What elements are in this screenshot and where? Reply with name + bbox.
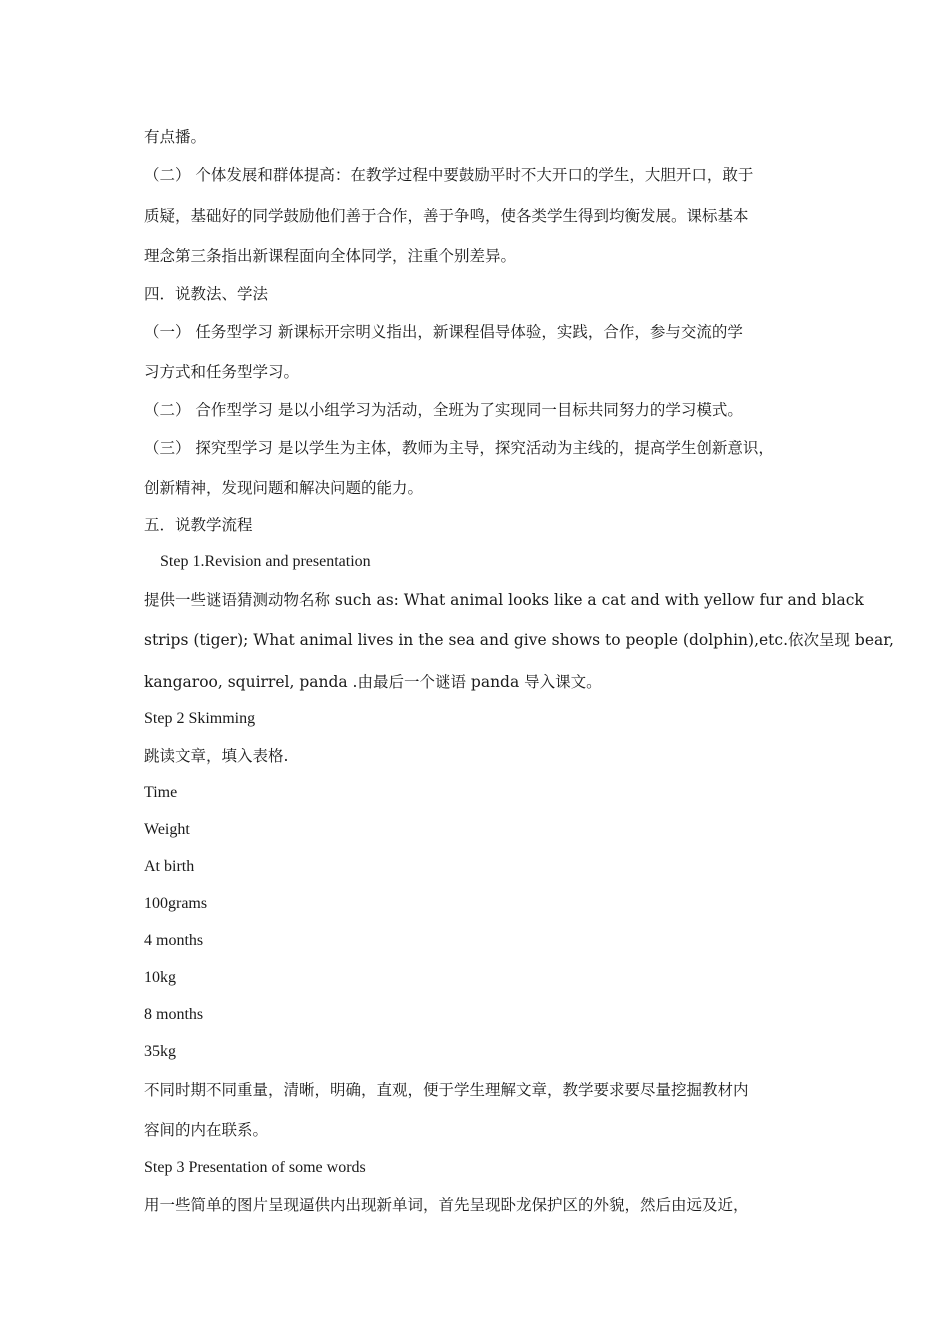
paragraph-line: （二） 合作型学习 是以小组学习为活动，全班为了实现同一目标共同努力的学习模式。 xyxy=(144,401,743,419)
step-heading: Step 2 Skimming xyxy=(144,710,256,727)
table-cell: Weight xyxy=(144,821,190,838)
section-heading: 五．说教学流程 xyxy=(144,516,253,534)
table-cell: 10kg xyxy=(144,969,176,986)
table-cell: 4 months xyxy=(144,932,204,949)
paragraph-line: 用一些简单的图片呈现逼供内出现新单词，首先呈现卧龙保护区的外貌，然后由远及近， xyxy=(144,1196,749,1214)
paragraph-line: 习方式和任务型学习。 xyxy=(144,363,300,381)
paragraph-line: 有点播。 xyxy=(144,128,207,146)
table-cell: Time xyxy=(144,784,178,801)
table-cell: 100grams xyxy=(144,895,208,912)
paragraph-line: 创新精神，发现问题和解决问题的能力。 xyxy=(144,479,424,497)
paragraph-line: 跳读文章，填入表格. xyxy=(144,747,289,765)
table-cell: 8 months xyxy=(144,1006,204,1023)
paragraph-line: 提供一些谜语猜测动物名称 such as: What animal looks like a cat and with yellow fur and black xyxy=(144,591,864,609)
paragraph-line: （二） 个体发展和群体提高：在教学过程中要鼓励平时不大开口的学生，大胆开口，敢于 xyxy=(144,166,754,184)
table-cell: 35kg xyxy=(144,1043,176,1060)
section-heading: 四．说教法、学法 xyxy=(144,285,269,303)
paragraph-line: 质疑，基础好的同学鼓励他们善于合作，善于争鸣，使各类学生得到均衡发展。课标基本 xyxy=(144,207,749,225)
paragraph-line: 理念第三条指出新课程面向全体同学，注重个别差异。 xyxy=(144,247,517,265)
step-heading: Step 3 Presentation of some words xyxy=(144,1159,366,1176)
paragraph-line: 不同时期不同重量，清晰，明确，直观，便于学生理解文章，教学要求要尽量挖掘教材内 xyxy=(144,1081,749,1099)
paragraph-line: strips (tiger); What animal lives in the sea and give shows to people (dolphin),etc.依次呈现 bear, xyxy=(144,631,894,649)
step-heading: Step 1.Revision and presentation xyxy=(160,553,371,570)
paragraph-line: 容间的内在联系。 xyxy=(144,1121,269,1139)
table-cell: At birth xyxy=(144,858,195,875)
paragraph-line: （一） 任务型学习 新课标开宗明义指出，新课程倡导体验，实践，合作，参与交流的学 xyxy=(144,323,743,341)
paragraph-line: （三） 探究型学习 是以学生为主体，教师为主导，探究活动为主线的，提高学生创新意识， xyxy=(144,439,774,457)
paragraph-line: kangaroo, squirrel, panda .由最后一个谜语 panda 导入课文。 xyxy=(144,673,602,691)
